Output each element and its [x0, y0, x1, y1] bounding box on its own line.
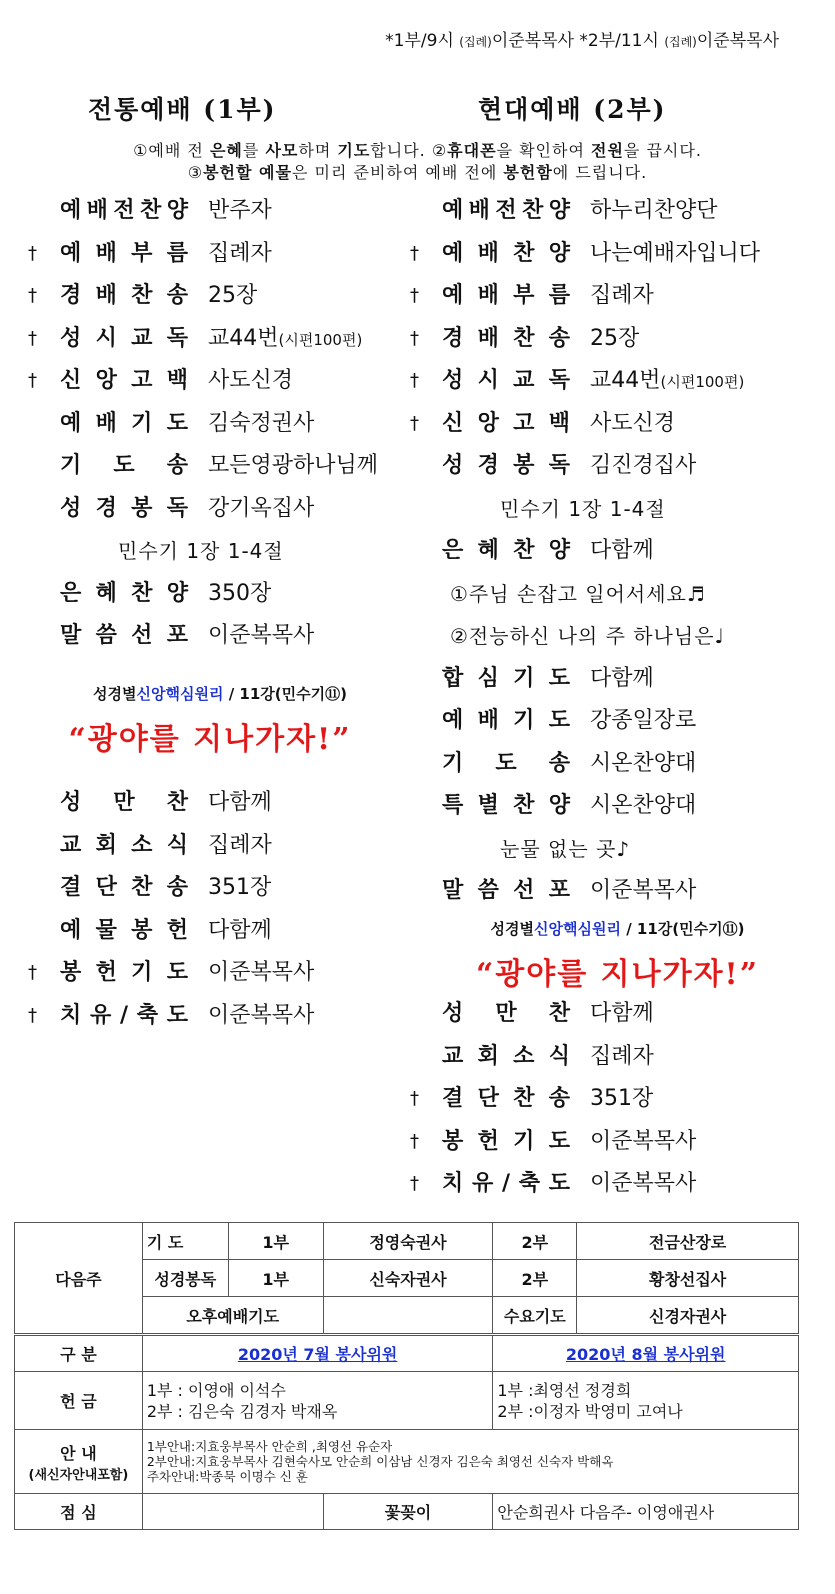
order-row [28, 952, 408, 995]
order-value: 모든영광하나님께 [208, 453, 379, 478]
guide-label: 안 내 (새신자안내포함) [15, 1430, 143, 1494]
standing-cross-mark: † [28, 370, 37, 391]
standing-cross-mark: † [410, 1130, 419, 1152]
order-value: 다함께 [590, 1001, 654, 1026]
order-value: 집례자 [208, 240, 272, 266]
song-title: ①주님 손잡고 일어서세요♬ [450, 581, 706, 606]
order-value: 이준복목사 [590, 878, 697, 903]
standing-cross-mark: † [410, 1173, 419, 1194]
order-row [28, 782, 408, 825]
order-label: 경 배 찬 송 [60, 283, 188, 308]
july-offering: 1부 : 이영애 이석수 2부 : 김은숙 김경자 박재옥 [142, 1372, 493, 1430]
order-value: 이준복목사 [208, 623, 315, 648]
order-value: 이준복목사 [208, 960, 315, 985]
prayer-part1-name: 정영숙권사 [323, 1223, 493, 1260]
bible-part2-label: 2부 [493, 1260, 577, 1297]
second-service-leader: 이준복목사 [696, 31, 779, 51]
order-label: 예 배 기 도 [60, 410, 188, 436]
order-value: 다함께 [208, 790, 272, 815]
lunch-value [142, 1494, 323, 1530]
order-value: 집례자 [590, 1043, 654, 1069]
order-label: 성 시 교 독 [60, 325, 188, 351]
order-label: 성 시 교 독 [442, 368, 570, 393]
order-row [28, 867, 408, 910]
order-value: 사도신경 [208, 368, 294, 393]
bible-part2-name: 황창선집사 [577, 1260, 799, 1297]
order-value: 강종일장로 [590, 708, 697, 733]
order-label: 봉 헌 기 도 [60, 960, 188, 985]
order-value: 김숙정권사 [208, 410, 315, 436]
order-label: 기 도 송 [60, 453, 188, 478]
july-volunteers-link[interactable]: 2020년 7월 봉사위원 [142, 1335, 493, 1372]
order-row [28, 615, 408, 658]
standing-cross-mark: † [28, 1004, 37, 1026]
order-label: 교 회 소 식 [60, 832, 188, 858]
order-row [410, 615, 820, 658]
order-value: 사도신경 [590, 410, 676, 436]
order-row [410, 445, 820, 488]
order-value: 다함께 [590, 538, 654, 563]
bible-part1-label: 1부 [228, 1260, 323, 1297]
prayer-part2-label: 2부 [493, 1223, 577, 1260]
order-value: 반주자 [208, 198, 272, 223]
order-row [410, 658, 820, 701]
next-week-label: 다음주 [15, 1223, 143, 1335]
scripture-reference: 눈물 없는 곳♪ [500, 836, 631, 861]
order-row [28, 275, 408, 318]
volunteer-table [14, 1222, 799, 1530]
order-row [410, 743, 820, 786]
order-row [410, 403, 820, 446]
first-service-title: 전통예배 (1부) [88, 95, 277, 124]
order-label: 성 경 봉 독 [442, 453, 570, 478]
order-row [28, 530, 408, 573]
standing-cross-mark: † [410, 412, 419, 434]
order-label: 교 회 소 식 [442, 1043, 570, 1069]
flower-label: 꽃꽂이 [323, 1494, 493, 1530]
order-value: 다함께 [208, 917, 272, 943]
second-service-title: 현대예배 (2부) [478, 95, 667, 124]
order-row [28, 573, 408, 616]
flower-value: 안순희권사 다음주- 이영애권사 [493, 1494, 799, 1530]
order-label: 말 씀 선 포 [60, 623, 188, 648]
first-service-order [28, 190, 408, 658]
second-service-order-after-sermon [410, 993, 820, 1206]
afternoon-prayer-label: 오후예배기도 [142, 1297, 323, 1335]
order-value: 김진경집사 [590, 453, 697, 478]
standing-cross-mark: † [28, 327, 37, 349]
order-value: 하누리찬양단 [590, 198, 718, 223]
order-row [410, 360, 820, 403]
category-label: 구 분 [15, 1335, 143, 1372]
order-row [28, 488, 408, 531]
standing-cross-mark: † [28, 962, 37, 983]
first-service-leader: 이준복목사 [491, 31, 574, 51]
order-label: 말 씀 선 포 [442, 878, 570, 903]
standing-cross-mark: † [410, 285, 419, 306]
order-value: 25장 [590, 325, 640, 351]
order-row [410, 318, 820, 361]
order-row [410, 828, 820, 871]
scripture-reference: 민수기 1장 1-4절 [118, 539, 284, 563]
order-label: 예 물 봉 헌 [60, 917, 188, 943]
standing-cross-mark: † [410, 370, 419, 391]
service-times-note [385, 26, 779, 51]
wednesday-prayer-name: 신경자권사 [577, 1297, 799, 1335]
order-value: 집례자 [590, 283, 654, 308]
order-row [410, 993, 820, 1036]
order-value: 시온찬양대 [590, 793, 697, 818]
order-label: 치 유 / 축 도 [442, 1171, 570, 1196]
order-row [410, 700, 820, 743]
standing-cross-mark: † [410, 242, 419, 264]
order-label: 결 단 찬 송 [442, 1086, 570, 1111]
order-row [410, 488, 820, 531]
order-row [28, 995, 408, 1038]
order-label: 합 심 기 도 [442, 665, 570, 691]
bible-reading-label: 성경봉독 [142, 1260, 228, 1297]
order-row [28, 403, 408, 446]
order-label: 성 만 찬 [60, 790, 188, 815]
sermon-slogan: “광야를 지나가자!” [68, 722, 352, 757]
first-service-order-after-sermon [28, 782, 408, 1037]
order-row [28, 445, 408, 488]
order-label: 치 유 / 축 도 [60, 1002, 188, 1028]
order-value: 다함께 [590, 665, 654, 691]
sermon-topic: 성경별신앙핵심원리 / 11강(민수기⑪) [93, 685, 347, 703]
second-service-sermon [400, 918, 835, 993]
order-row [28, 825, 408, 868]
standing-cross-mark: † [28, 285, 37, 306]
order-value: 강기옥집사 [208, 495, 315, 521]
second-service-time: *2부/11시 [579, 31, 659, 51]
first-service-time: *1부/9시 [385, 31, 454, 51]
order-label: 특 별 찬 양 [442, 793, 570, 818]
scripture-reference: 민수기 1장 1-4절 [500, 496, 666, 521]
first-service-sermon [0, 683, 440, 758]
order-label: 예 배 찬 양 [442, 240, 570, 266]
order-value: 이준복목사 [208, 1002, 315, 1028]
bible-part1-name: 신숙자권사 [323, 1260, 493, 1297]
order-label: 봉 헌 기 도 [442, 1128, 570, 1154]
guide-details: 1부안내:지효웅부목사 안순희 ,최영선 유순자 2부안내:지효웅부목사 김현숙사모 안순희 이삼남 신경자 김은숙 최영선 신숙자 박해옥 주차안내:박종묵 이명수 신 훈 [142, 1430, 798, 1494]
lunch-label: 점 심 [15, 1494, 143, 1530]
order-row [410, 530, 820, 573]
first-service-tag: (집례) [459, 35, 492, 49]
standing-cross-mark: † [410, 1088, 419, 1109]
order-value: 25장 [208, 283, 258, 308]
order-row [410, 870, 820, 913]
order-row [28, 910, 408, 953]
song-title: ②전능하신 나의 주 하나님은♩ [450, 624, 725, 648]
order-label: 예 배 부 름 [442, 283, 570, 308]
second-service-tag: (집례) [664, 35, 697, 49]
order-row [410, 1078, 820, 1121]
order-value: 시온찬양대 [590, 750, 697, 776]
prayer-part1-label: 1부 [228, 1223, 323, 1260]
order-row [28, 233, 408, 276]
order-label: 성 만 찬 [442, 1001, 570, 1026]
order-label: 결 단 찬 송 [60, 875, 188, 900]
standing-cross-mark: † [28, 242, 37, 264]
order-value: 나는예배자입니다 [590, 240, 761, 266]
order-label: 기 도 송 [442, 750, 570, 776]
afternoon-prayer-value [323, 1297, 493, 1335]
wednesday-prayer-label: 수요기도 [493, 1297, 577, 1335]
order-label: 신 앙 고 백 [60, 368, 188, 393]
offering-label: 헌 금 [15, 1372, 143, 1430]
order-value: 이준복목사 [590, 1128, 697, 1154]
order-label: 예 배 기 도 [442, 708, 570, 733]
order-value: 351장 [590, 1086, 654, 1111]
august-offering: 1부 :최영선 정경희 2부 :이정자 박영미 고여나 [493, 1372, 799, 1430]
sermon-topic-2: 성경별신앙핵심원리 / 11강(민수기⑪) [490, 920, 745, 938]
order-row [28, 190, 408, 233]
order-row [410, 1036, 820, 1079]
order-label: 예 배 전 찬 양 [442, 198, 570, 223]
order-value: 교44번(시편100편) [590, 368, 745, 393]
order-value: 350장 [208, 580, 272, 606]
order-row [410, 1163, 820, 1206]
worship-notice-line-1: ①예배 전 은혜를 사모하며 기도합니다. ②휴대폰을 확인하여 전원을 끕시다. [133, 141, 702, 160]
prayer-label: 기 도 [142, 1223, 228, 1260]
order-label: 경 배 찬 송 [442, 325, 570, 351]
order-label: 성 경 봉 독 [60, 495, 188, 521]
prayer-part2-name: 전금산장로 [577, 1223, 799, 1260]
order-value: 이준복목사 [590, 1171, 697, 1196]
order-row [410, 233, 820, 276]
order-row [410, 1121, 820, 1164]
order-label: 예 배 전 찬 양 [60, 198, 188, 223]
order-label: 은 혜 찬 양 [60, 580, 188, 606]
order-label: 은 혜 찬 양 [442, 538, 570, 563]
order-row [410, 190, 820, 233]
order-row [28, 360, 408, 403]
worship-notice-line-2: ③봉헌할 예물은 미리 준비하여 예배 전에 봉헌함에 드립니다. [187, 163, 648, 182]
second-service-order [410, 190, 820, 913]
order-row [410, 275, 820, 318]
order-row [410, 785, 820, 828]
order-value: 집례자 [208, 832, 272, 858]
order-label: 예 배 부 름 [60, 240, 188, 266]
order-row [28, 318, 408, 361]
order-value: 351장 [208, 875, 272, 900]
order-row [410, 573, 820, 616]
order-label: 신 앙 고 백 [442, 410, 570, 436]
order-value: 교44번(시편100편) [208, 325, 363, 351]
standing-cross-mark: † [410, 327, 419, 349]
sermon-slogan-2: “광야를 지나가자!” [476, 957, 759, 992]
august-volunteers-link[interactable]: 2020년 8월 봉사위원 [493, 1335, 799, 1372]
